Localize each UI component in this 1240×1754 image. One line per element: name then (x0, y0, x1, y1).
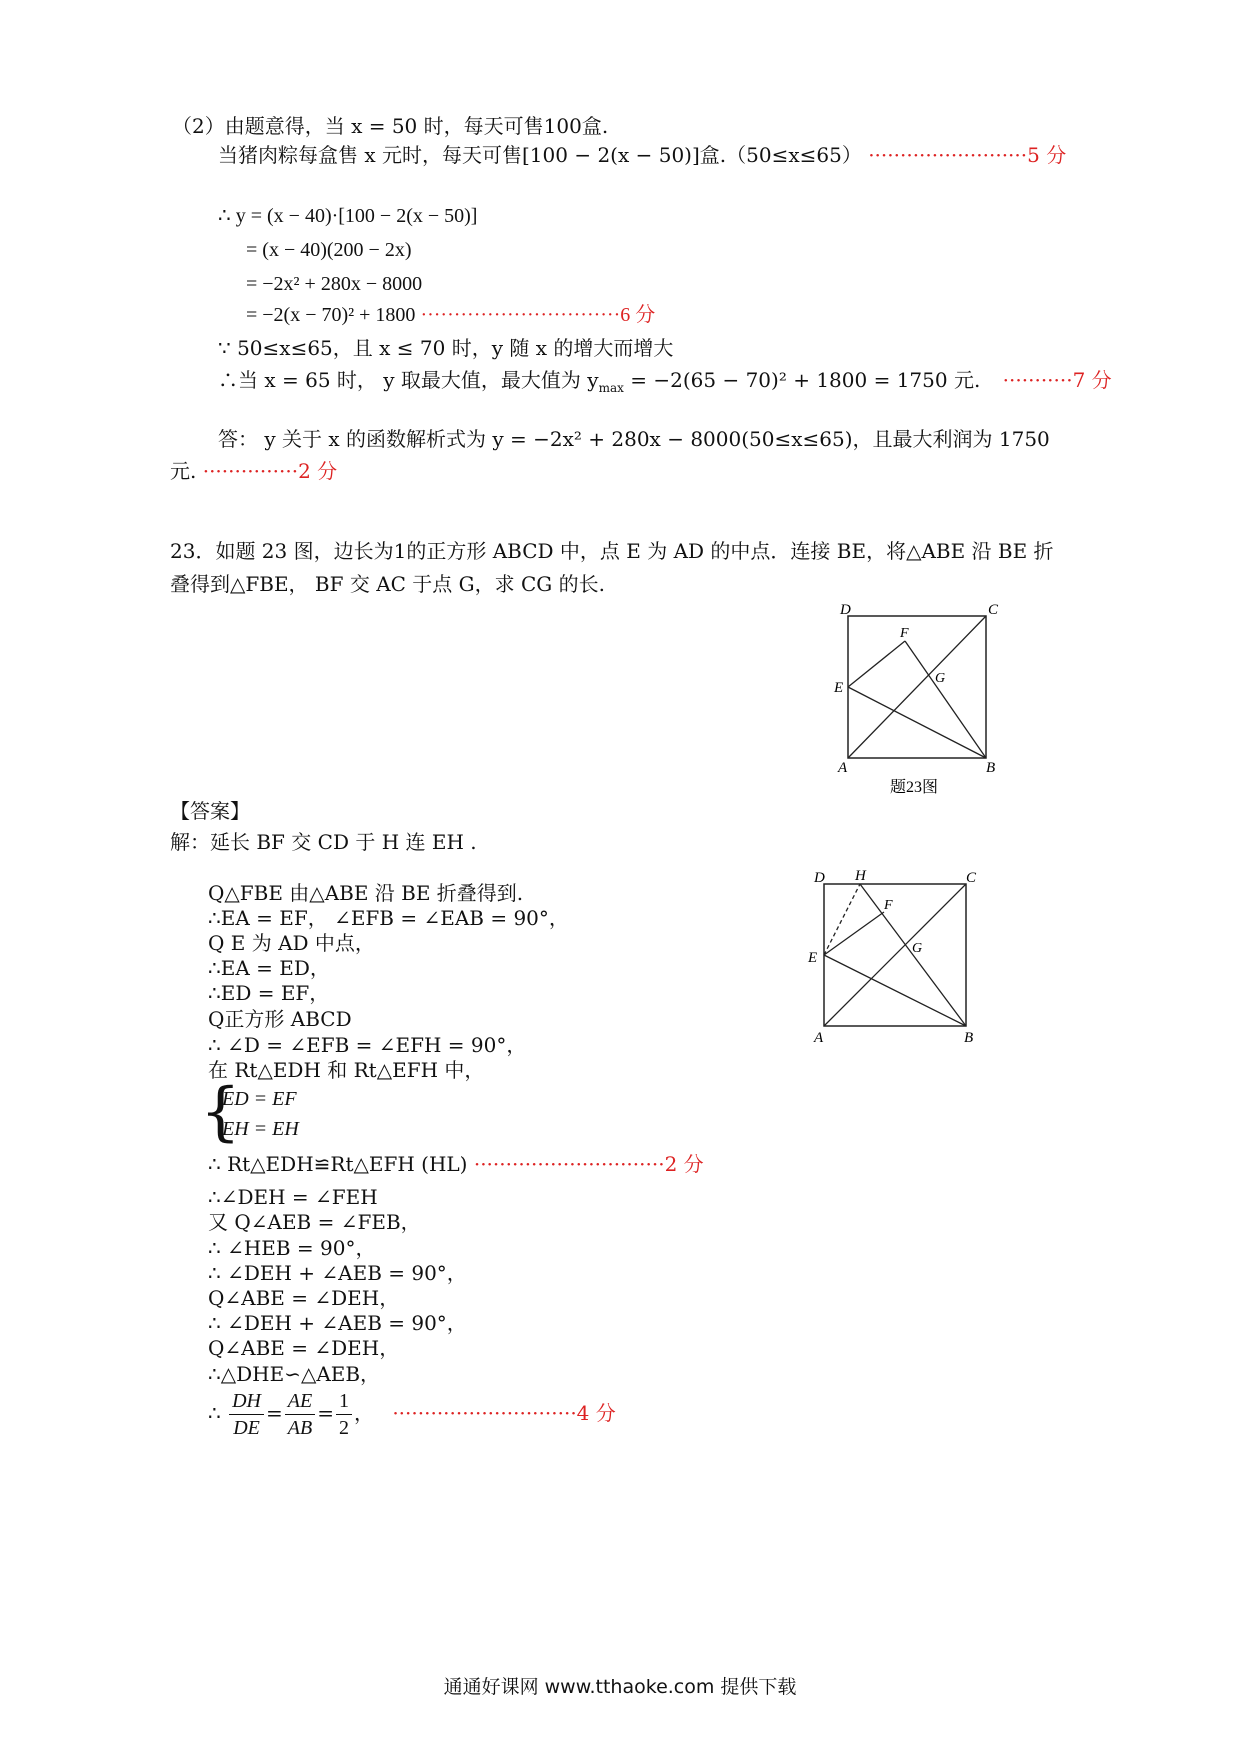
score-2a: ···············2 分 (202, 459, 338, 483)
step2-8: ∴△DHE∽△AEB， (208, 1362, 381, 1386)
step-5: ∴ED = EF， (208, 981, 330, 1005)
q23-line2: 叠得到△FBE， BF 交 AC 于点 G，求 CG 的长. (170, 572, 605, 596)
figure-23 (820, 592, 1020, 802)
part2-line2-text: 当猪肉粽每盒售 x 元时，每天可售[100 − 2(x − 50)]盒.（50≤x≤65） (218, 143, 862, 167)
part2-line7: ∵ 50≤x≤65，且 x ≤ 70 时，y 随 x 的增大而增大 (218, 336, 674, 360)
frac3-num: 1 (336, 1388, 352, 1415)
part2-line9: 答： y 关于 x 的函数解析式为 y = −2x² + 280x − 8000(50≤x≤65)，且最大利润为 1750 (218, 427, 1050, 451)
step-2: ∴EA = EF， ∠EFB = ∠EAB = 90°， (208, 906, 569, 930)
fraction-ae-ab (285, 1388, 315, 1441)
score-6: ······························6 分 (420, 304, 656, 326)
segment-ef (848, 641, 905, 687)
step-1: Q△FBE 由△ABE 沿 BE 折叠得到. (208, 881, 524, 905)
congruence-line (208, 1151, 704, 1177)
step-4: ∴EA = ED， (208, 956, 330, 980)
part2-line1: （2）由题意得，当 x = 50 时，每天可售100盒. (172, 114, 609, 138)
page-footer: 通通好课网 www.tthaoke.com 提供下载 (443, 1676, 797, 1698)
part2-line4: = (x − 40)(200 − 2x) (246, 239, 412, 261)
score-4: ·····························4 分 (392, 1401, 616, 1425)
step2-7: Q∠ABE = ∠DEH， (208, 1336, 400, 1360)
figure-answer (800, 862, 1000, 1052)
step2-1: ∴∠DEH = ∠FEH (208, 1185, 378, 1209)
segment-eb-2 (824, 955, 966, 1026)
answer-intro: 解：延长 BF 交 CD 于 H 连 EH . (170, 830, 477, 854)
q23-line1: 23．如题 23 图，边长为1的正方形 ABCD 中，点 E 为 AD 的中点．连接 BE，将△ABE 沿 BE 折 (170, 539, 1054, 563)
segment-ef-2 (824, 912, 884, 955)
frac1-den: DE (233, 1417, 260, 1439)
label-D: D (840, 602, 851, 618)
part2-line5: = −2x² + 280x − 8000 (246, 273, 423, 295)
label2-D: D (814, 870, 825, 886)
part2-line10 (170, 458, 337, 484)
part2-line6-text: = −2(x − 70)² + 1800 (246, 304, 416, 326)
label2-H: H (855, 868, 866, 884)
part2-line3: ∴ y = (x − 40)·[100 − 2(x − 50)] (218, 205, 478, 227)
step2-5: Q∠ABE = ∠DEH， (208, 1286, 400, 1310)
label2-B: B (964, 1030, 974, 1046)
frac2-num: AE (285, 1388, 315, 1415)
diagonal-ac (848, 616, 986, 758)
system-brace: { (200, 1075, 241, 1149)
label2-A: A (814, 1030, 824, 1046)
part2-line8 (218, 367, 1112, 401)
diagonal-ac-2 (824, 884, 966, 1026)
label2-E: E (808, 950, 818, 966)
score-7: ···········7 分 (1002, 368, 1112, 392)
label-B: B (986, 760, 996, 776)
system-eq1: ED = EF (222, 1088, 297, 1110)
ymax-subscript: max (598, 381, 624, 395)
ratio-line: ∴ $\frac{DH}{DE}$ = $\frac{AE}{AB}$ = $\frac{1}{2}$ ， ·····························4 分 (208, 1390, 616, 1439)
label2-G: G (912, 941, 923, 956)
figure-caption: 题23图 (890, 779, 939, 796)
part2-line2 (218, 142, 1066, 168)
step2-6: ∴ ∠DEH + ∠AEB = 90°， (208, 1311, 467, 1335)
fraction-1-2 (336, 1388, 352, 1441)
score-2b: ······························2 分 (473, 1152, 704, 1176)
fraction-dh-de (229, 1388, 264, 1441)
ratio-prefix: ∴ (208, 1401, 221, 1425)
part2-line10-text: 元. (170, 459, 197, 483)
label-F: F (900, 626, 909, 641)
system-eq2: EH = EH (222, 1118, 299, 1140)
part2-line8-rest: = −2(65 − 70)² + 1800 = 1750 元. (623, 368, 981, 392)
label2-C: C (966, 870, 977, 886)
label2-F: F (884, 898, 893, 913)
frac2-den: AB (287, 1417, 313, 1439)
segment-eh-dashed (824, 884, 860, 955)
step2-2: 又 Q∠AEB = ∠FEB， (208, 1210, 421, 1234)
step-3: Q E 为 AD 中点， (208, 931, 375, 955)
step-7: ∴ ∠D = ∠EFB = ∠EFH = 90°， (208, 1033, 527, 1057)
label-C: C (988, 602, 999, 618)
step-6: Q正方形 ABCD (208, 1007, 352, 1031)
label-A: A (838, 760, 848, 776)
part2-line8-text: ∴当 x = 65 时， y 取最大值，最大值为 y (218, 368, 599, 392)
step-8: 在 Rt△EDH 和 Rt△EFH 中， (208, 1058, 485, 1082)
congruence-text: ∴ Rt△EDH≌Rt△EFH (HL) (208, 1152, 468, 1176)
step2-4: ∴ ∠DEH + ∠AEB = 90°， (208, 1261, 467, 1285)
frac1-num: DH (229, 1388, 264, 1415)
frac3-den: 2 (338, 1417, 349, 1439)
part2-line6 (246, 302, 655, 328)
step2-3: ∴ ∠HEB = 90°， (208, 1236, 376, 1260)
answer-heading: 【答案】 (170, 799, 250, 823)
score-5: ·························5 分 (868, 143, 1067, 167)
segment-eb (848, 687, 986, 758)
label-G: G (935, 671, 946, 686)
label-E: E (834, 680, 844, 696)
